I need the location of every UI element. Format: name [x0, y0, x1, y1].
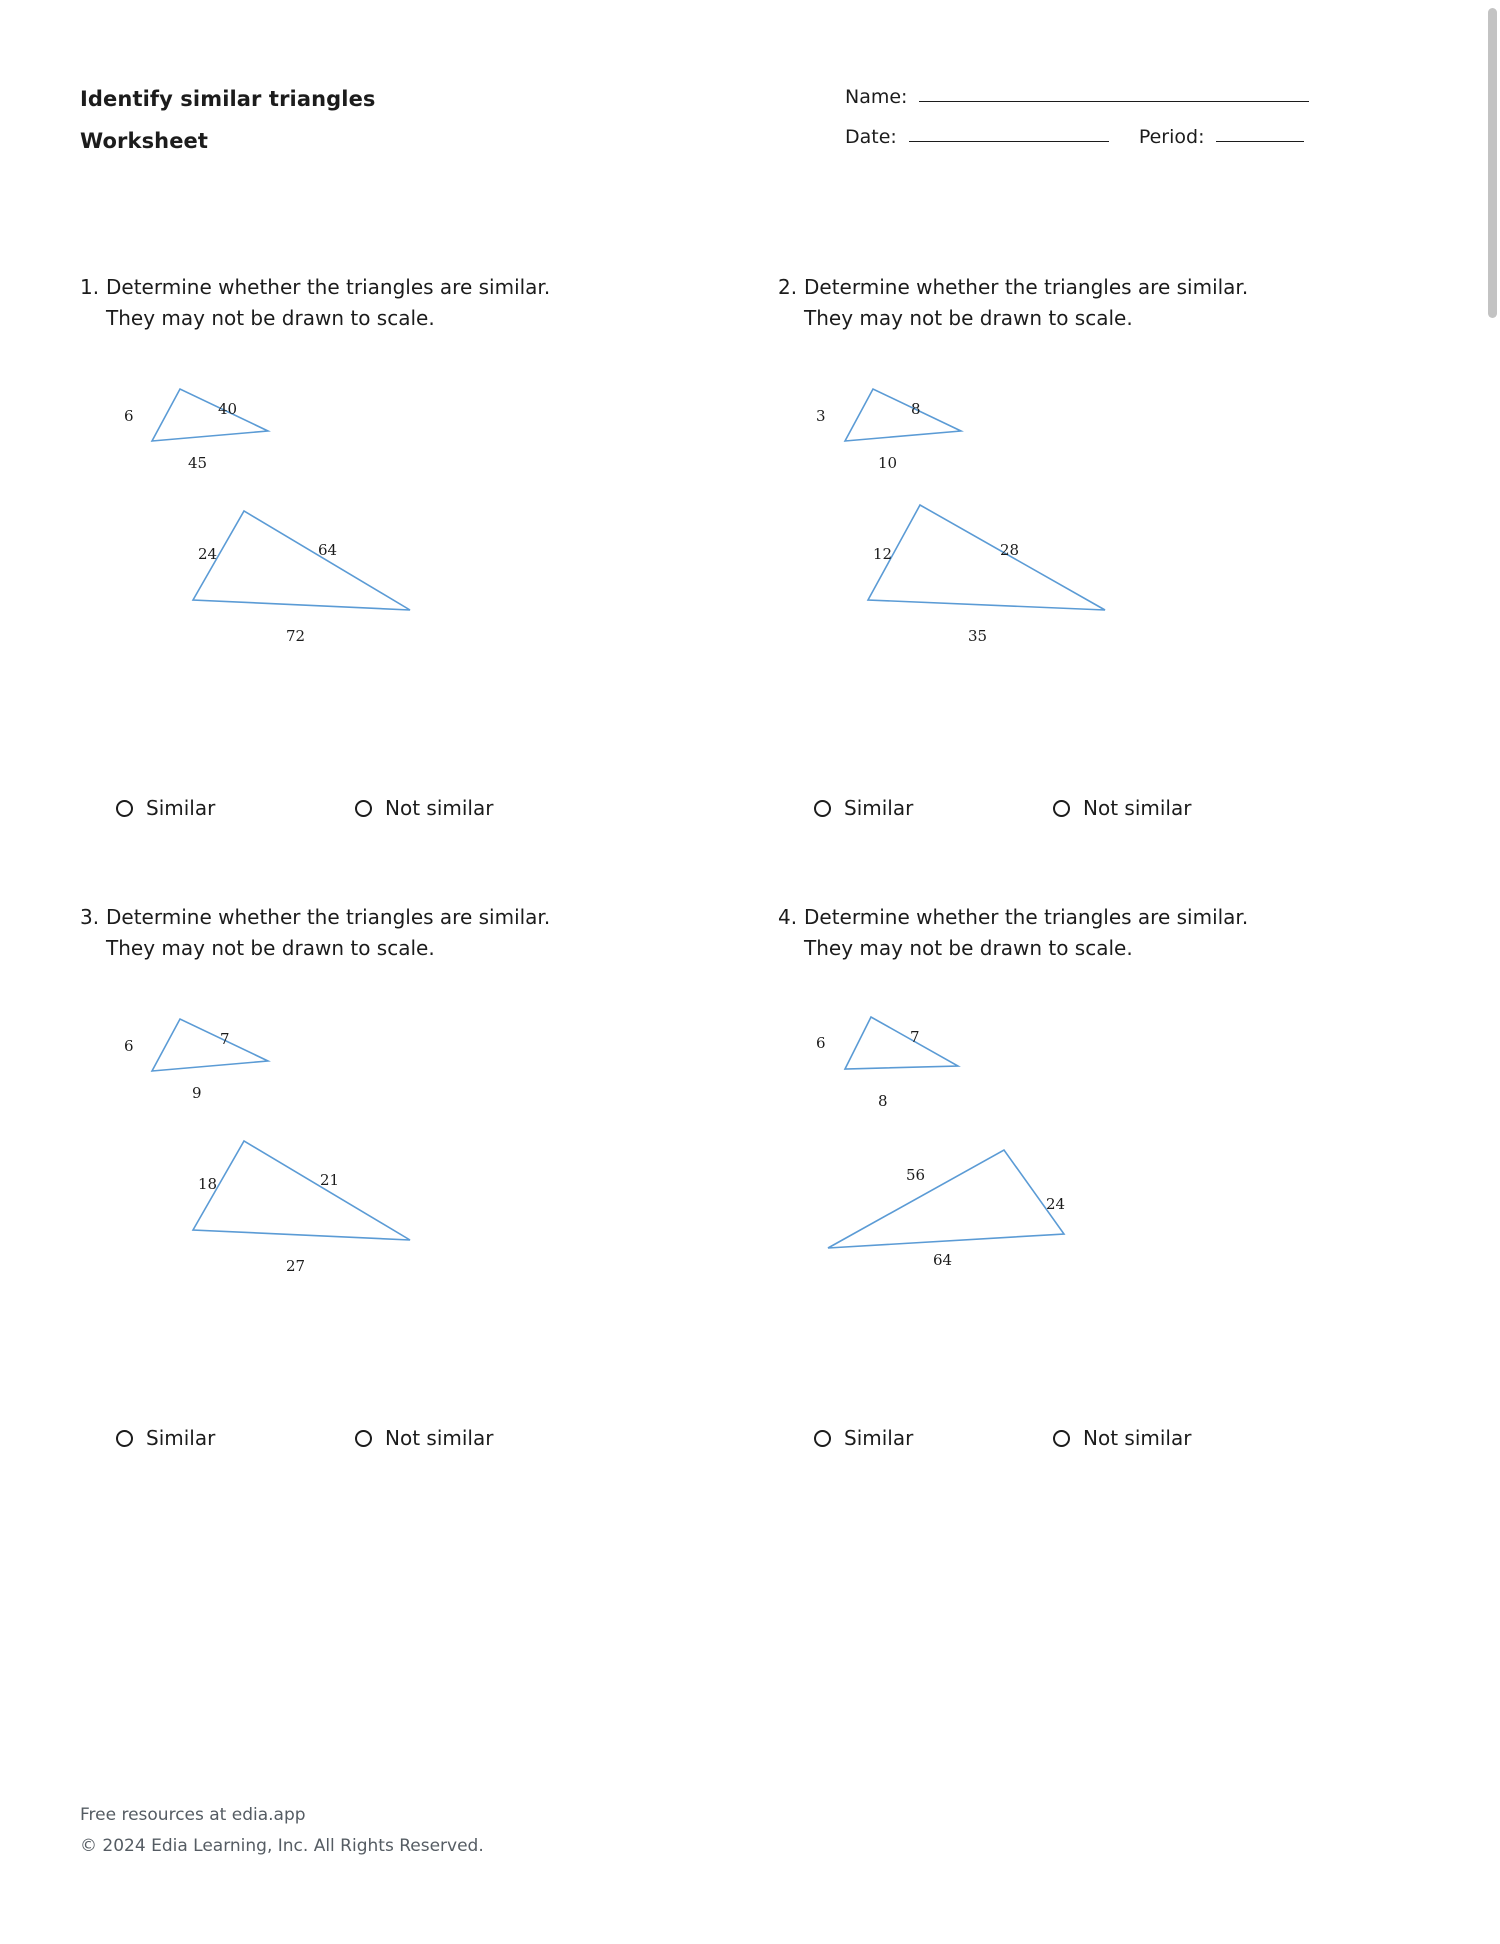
period-label: Period: [1138, 126, 1205, 148]
problem-2-choice-similar-label: Similar [844, 796, 914, 820]
label-large-3-a: 18 [198, 1175, 218, 1193]
problem-2-number: 2. [778, 275, 798, 299]
label-small-4-c: 8 [878, 1092, 888, 1110]
problem-2-choices [778, 796, 1478, 836]
problem-4-number: 4. [778, 905, 798, 929]
label-large-1-c: 72 [286, 627, 306, 645]
problem-1-choice-not-similar-label: Not similar [385, 796, 494, 820]
triangle-large-2 [868, 505, 1105, 610]
label-small-1-a: 6 [124, 407, 134, 425]
problem-3-prompt-line1: Determine whether the triangles are similar. [106, 905, 551, 929]
footer [80, 1800, 484, 1863]
radio-icon[interactable] [1053, 1430, 1070, 1447]
problem-1-figures [80, 356, 780, 786]
triangle-small-1 [152, 389, 268, 441]
label-small-3-b: 7 [220, 1030, 230, 1048]
date-label: Date: [845, 126, 897, 148]
problem-1-prompt [80, 272, 780, 334]
problem-4 [778, 902, 1478, 1466]
problem-1-choice-not-similar[interactable] [355, 796, 493, 820]
label-small-2-a: 3 [816, 407, 826, 425]
problem-4-choices [778, 1426, 1478, 1466]
problem-4-triangles [778, 986, 1198, 1386]
problem-4-choice-not-similar[interactable] [1053, 1426, 1191, 1450]
problem-3-number: 3. [80, 905, 100, 929]
problem-3-choice-not-similar[interactable] [355, 1426, 493, 1450]
date-input-line[interactable] [909, 141, 1109, 142]
problem-2-prompt-line2: They may not be drawn to scale. [804, 306, 1133, 330]
student-info-block [845, 86, 1405, 166]
label-small-2-b: 8 [911, 400, 921, 418]
label-large-2-b: 28 [1000, 541, 1020, 559]
problem-1-choices [80, 796, 780, 836]
name-input-line[interactable] [919, 101, 1309, 102]
label-small-3-a: 6 [124, 1037, 134, 1055]
radio-icon[interactable] [116, 1430, 133, 1447]
label-large-3-b: 21 [320, 1171, 340, 1189]
problem-4-choice-similar[interactable] [814, 1426, 913, 1450]
label-large-4-b: 24 [1046, 1195, 1066, 1213]
problem-3-prompt-line2: They may not be drawn to scale. [106, 936, 435, 960]
problem-1-choice-similar[interactable] [116, 796, 215, 820]
label-small-2-c: 10 [878, 454, 898, 472]
problem-2-prompt [778, 272, 1478, 334]
scrollbar[interactable] [1485, 0, 1500, 1944]
name-label: Name: [845, 86, 908, 108]
problem-1-prompt-line1: Determine whether the triangles are similar. [106, 275, 551, 299]
footer-line-resources: Free resources at edia.app [80, 1805, 306, 1825]
radio-icon[interactable] [814, 800, 831, 817]
label-small-3-c: 9 [192, 1084, 202, 1102]
triangle-small-2 [845, 389, 961, 441]
label-large-2-c: 35 [968, 627, 988, 645]
problem-4-choice-not-similar-label: Not similar [1083, 1426, 1192, 1450]
problem-2-choice-similar[interactable] [814, 796, 913, 820]
page-title-line1: Identify similar triangles [80, 87, 376, 111]
problem-1-triangles [80, 356, 500, 756]
label-large-4-a: 56 [906, 1166, 926, 1184]
triangle-large-1 [193, 511, 410, 610]
label-small-4-b: 7 [910, 1028, 920, 1046]
problem-4-prompt-line1: Determine whether the triangles are similar. [804, 905, 1249, 929]
label-large-1-a: 24 [198, 545, 218, 563]
problem-3-choice-similar-label: Similar [146, 1426, 216, 1450]
problem-2-prompt-line1: Determine whether the triangles are similar. [804, 275, 1249, 299]
label-small-4-a: 6 [816, 1034, 826, 1052]
label-large-3-c: 27 [286, 1257, 306, 1275]
triangle-large-4 [828, 1150, 1064, 1248]
radio-icon[interactable] [1053, 800, 1070, 817]
problem-2-triangles [778, 356, 1198, 756]
problem-4-prompt [778, 902, 1478, 964]
period-input-line[interactable] [1216, 141, 1304, 142]
problem-4-prompt-line2: They may not be drawn to scale. [804, 936, 1133, 960]
problem-2-choice-not-similar[interactable] [1053, 796, 1191, 820]
date-period-row [845, 126, 1405, 148]
problem-3-choices [80, 1426, 780, 1466]
problem-2 [778, 272, 1478, 836]
label-small-1-c: 45 [188, 454, 208, 472]
problem-3 [80, 902, 780, 1466]
problem-1-choice-similar-label: Similar [146, 796, 216, 820]
problem-3-figures [80, 986, 780, 1416]
problem-3-prompt [80, 902, 780, 964]
name-row [845, 86, 1405, 108]
scrollbar-thumb[interactable] [1488, 8, 1497, 318]
problem-3-triangles [80, 986, 500, 1386]
radio-icon[interactable] [355, 800, 372, 817]
problem-4-figures [778, 986, 1478, 1416]
problem-1-number: 1. [80, 275, 100, 299]
label-small-1-b: 40 [218, 400, 238, 418]
page-title-line2: Worksheet [80, 129, 209, 153]
problem-1-prompt-line2: They may not be drawn to scale. [106, 306, 435, 330]
label-large-4-c: 64 [933, 1251, 953, 1269]
problem-3-choice-not-similar-label: Not similar [385, 1426, 494, 1450]
label-large-2-a: 12 [873, 545, 893, 563]
triangle-large-3 [193, 1141, 410, 1240]
radio-icon[interactable] [814, 1430, 831, 1447]
triangle-small-3 [152, 1019, 268, 1071]
footer-line-copyright: © 2024 Edia Learning, Inc. All Rights Reserved. [80, 1836, 484, 1857]
problem-1 [80, 272, 780, 836]
problem-2-choice-not-similar-label: Not similar [1083, 796, 1192, 820]
problem-2-figures [778, 356, 1478, 786]
radio-icon[interactable] [355, 1430, 372, 1447]
label-large-1-b: 64 [318, 541, 338, 559]
triangle-small-4 [845, 1017, 958, 1069]
radio-icon[interactable] [116, 800, 133, 817]
problem-4-choice-similar-label: Similar [844, 1426, 914, 1450]
problem-3-choice-similar[interactable] [116, 1426, 215, 1450]
